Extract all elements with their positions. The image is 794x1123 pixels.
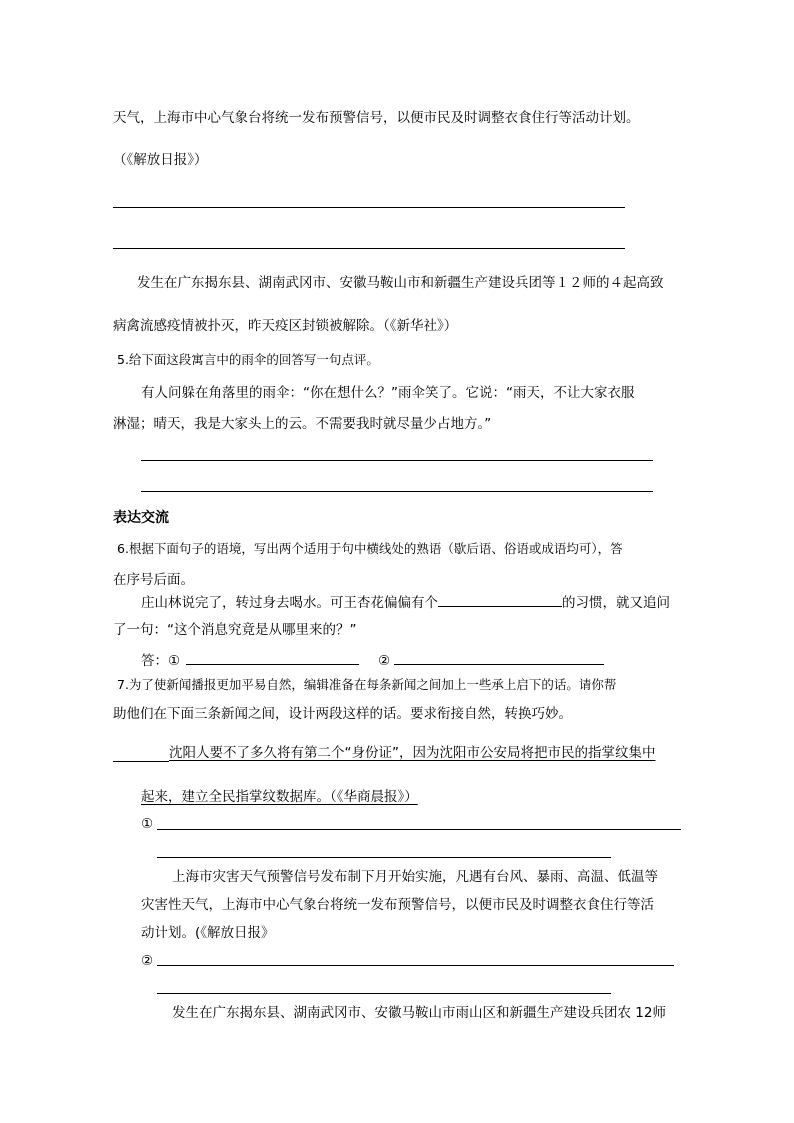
question-6-sentence-line2: 了一句：“这个消息究竟是从哪里来的？” [113, 622, 357, 638]
underline-lead [113, 761, 169, 762]
news2-line3: 动计划。(《解放日报》 [141, 925, 275, 941]
answer-blank-1[interactable] [186, 664, 359, 665]
answer-label-2: ② [378, 653, 391, 669]
fable-text-line2: 淋湿；晴天，我是大家头上的云。不需要我时就尽量少占地方。” [113, 416, 492, 432]
question-6-sentence-line1 [141, 593, 670, 613]
answer-blank-2[interactable] [394, 664, 604, 665]
transition-marker-2: ② [141, 953, 154, 969]
transition-answer-line[interactable] [157, 829, 681, 830]
news-top-source: （《解放日报》） [113, 152, 208, 168]
answer-line [141, 491, 653, 492]
answer-label-1: 答：① [141, 653, 181, 669]
fill-blank[interactable] [438, 594, 562, 607]
sentence-part1: 庄山林说完了，转过身去喝水。可王杏花偏偏有个 [141, 595, 438, 611]
answer-line [113, 207, 625, 208]
news3-line1: 发生在广东揭东县、湖南武冈市、安徽马鞍山市雨山区和新疆生产建设兵团农 12师 [172, 1005, 666, 1021]
question-6-prompt-line2: 在序号后面。 [113, 572, 194, 588]
transition-answer-line[interactable] [157, 965, 674, 966]
question-6-prompt-line1: 6.根据下面句子的语境，写出两个适用于句中横线处的熟语（歇后语、俗语或成语均可），答 [117, 541, 623, 556]
news-top-item3-line2: 病禽流感疫情被扑灭，昨天疫区封锁被解除。（《新华社》） [113, 318, 458, 334]
answer-line [141, 460, 653, 461]
section-title: 表达交流 [113, 510, 169, 526]
transition-answer-line[interactable] [157, 993, 611, 994]
transition-marker-1: ① [141, 816, 154, 832]
news1-line1: 沈阳人要不了多久将有第二个“身份证”，因为沈阳市公安局将把市民的指掌纹集中 [169, 745, 656, 761]
sentence-part2: 的习惯，就又追问 [562, 595, 670, 611]
transition-answer-line[interactable] [157, 857, 611, 858]
news1-line2: 起来，建立全民指掌纹数据库。（《华商晨报》） [141, 789, 418, 805]
question-7-prompt-line1: 7.为了使新闻播报更加平易自然，编辑准备在每条新闻之间加上一些承上启下的话。请你帮 [117, 677, 617, 692]
question-7-prompt-line2: 助他们在下面三条新闻之间，设计两段这样的话。要求衔接自然，转换巧妙。 [113, 706, 572, 722]
news-top-item3-line1: 发生在广东揭东县、湖南武冈市、安徽马鞍山市和新疆生产建设兵团等１２师的４起高致 [137, 275, 664, 291]
answer-line [113, 248, 625, 249]
news-top-line: 天气，上海市中心气象台将统一发布预警信号，以便市民及时调整衣食住行等活动计划。 [113, 110, 640, 126]
news2-line2: 灾害性天气，上海市中心气象台将统一发布预警信号，以便市民及时调整衣食住行等活 [141, 897, 654, 913]
question-5-prompt: 5.给下面这段寓言中的雨伞的回答写一句点评。 [117, 352, 379, 367]
news2-line1: 上海市灾害天气预警信号发布制下月开始实施，凡遇有台风、暴雨、高温、低温等 [172, 869, 658, 885]
fable-text-line1: 有人问躲在角落里的雨伞：“你在想什么？”雨伞笑了。它说：“雨天，不让大家衣服 [141, 385, 635, 401]
